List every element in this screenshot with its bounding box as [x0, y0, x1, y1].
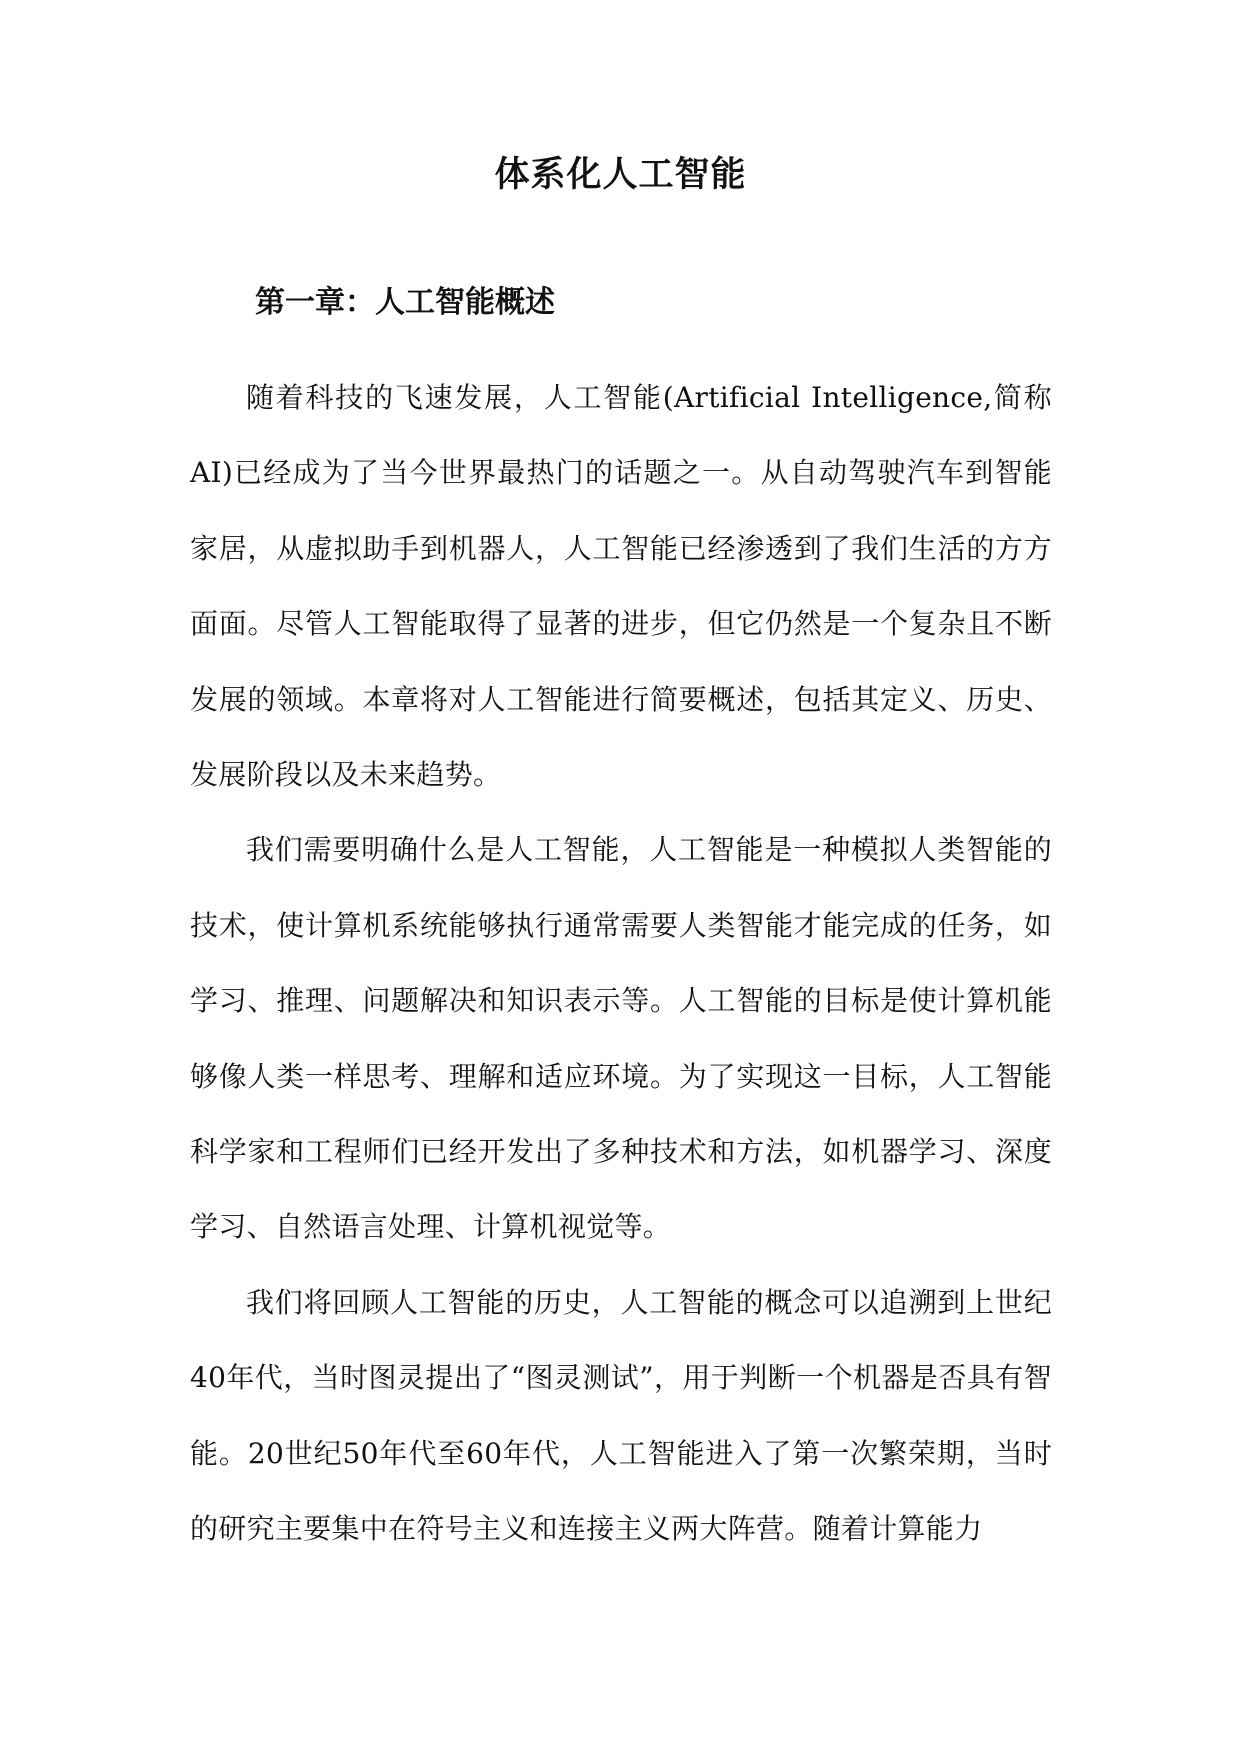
document-title: 体系化人工智能 [494, 154, 747, 195]
paragraph: 我们将回顾人工智能的历史，人工智能的概念可以追溯到上世纪40年代，当时图灵提出了“图灵测试”，用于判断一个机器是否具有智能。20世纪50年代至60年代，人工智能进入了第一次繁荣期，当时的研究主要集中在符号主义和连接主义两大阵营。随着计算能力 [190, 1285, 1052, 1546]
paragraph: 随着科技的飞速发展，人工智能(Artificial Intelligence,简称AI)已经成为了当今世界最热门的话题之一。从自动驾驶汽车到智能家居，从虚拟助手到机器人，人工智能已经渗透到了我们生活的方方面面。尽管人工智能取得了显著的进步，但它仍然是一个复杂且不断发展的领域。本章将对人工智能进行简要概述，包括其定义、历史、发展阶段以及未来趋势。 [190, 381, 1052, 792]
document-body [190, 360, 1052, 1567]
paragraph: 我们需要明确什么是人工智能，人工智能是一种模拟人类智能的技术，使计算机系统能够执行通常需要人类智能才能完成的任务，如学习、推理、问题解决和知识表示等。人工智能的目标是使计算机能够像人类一样思考、理解和适应环境。为了实现这一目标，人工智能科学家和工程师们已经开发出了多种技术和方法，如机器学习、深度学习、自然语言处理、计算机视觉等。 [190, 833, 1052, 1244]
chapter-heading: 第一章：人工智能概述 [255, 285, 555, 320]
